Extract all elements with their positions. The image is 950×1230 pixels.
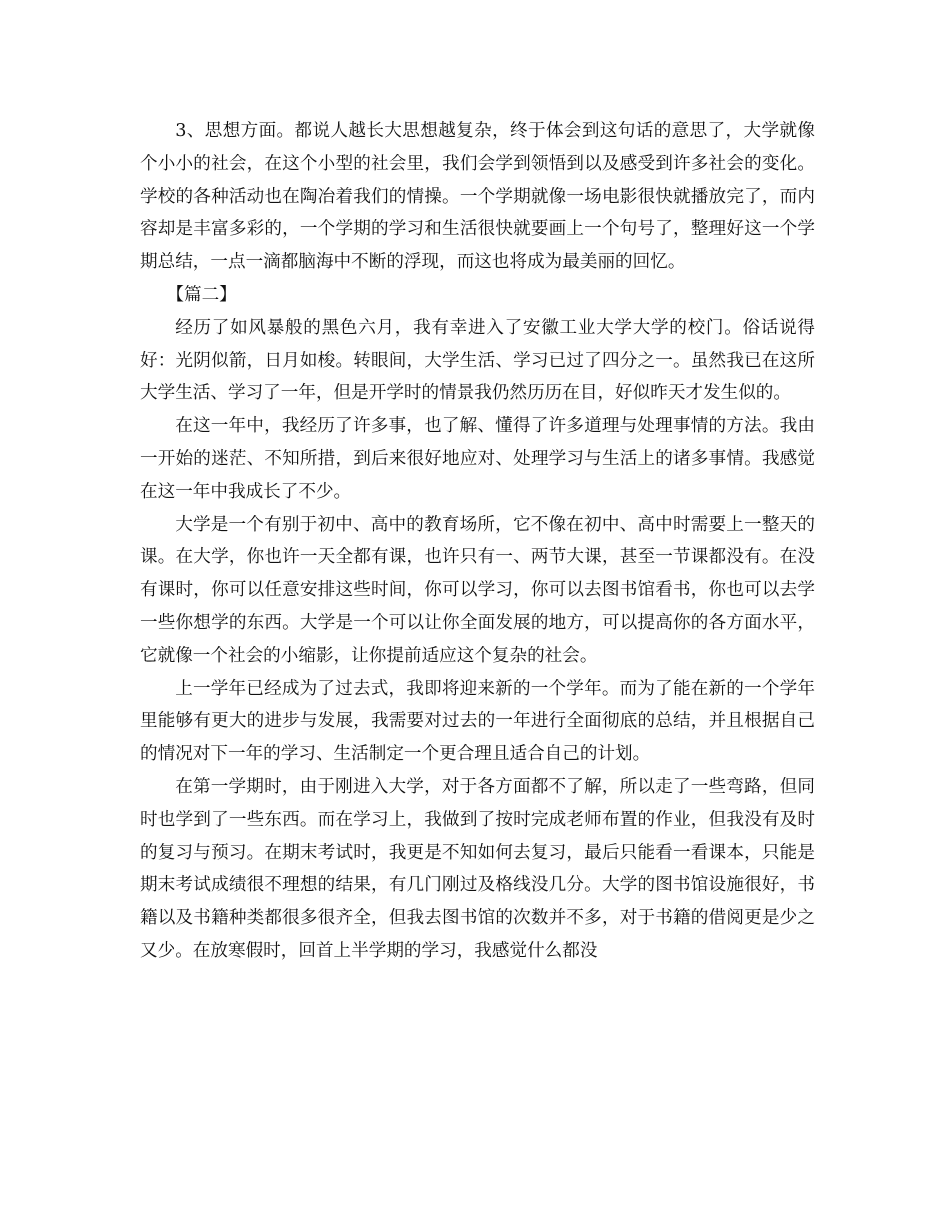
- paragraph-new-year: 上一学年已经成为了过去式，我即将迎来新的一个学年。而为了能在新的一个学年里能够有更大的进步与发展，我需要对过去的一年进行全面彻底的总结，并且根据自己的情况对下一年的学习、生活制定一个更合理且适合自己的计划。: [140, 678, 815, 765]
- paragraph-growth: 在这一年中，我经历了许多事，也了解、懂得了许多道理与处理事情的方法。我由一开始的迷茫、不知所措，到后来很好地应对、处理学习与生活上的诸多事情。我感觉在这一年中我成长了不少。: [140, 416, 815, 502]
- paragraph-first-semester: 在第一学期时，由于刚进入大学，对于各方面都不了解，所以走了一些弯路，但同时也学到了一些东西。而在学习上，我做到了按时完成老师布置的作业，但我没有及时的复习与预习。在期末考试时，我更是不知如何去复习，最后只能看一看课本，只能是期末考试成绩很不理想的结果，有几门刚过及格线没几分。大学的图书馆设施很好，书籍以及书籍种类都很多很齐全，但我去图书馆的次数并不多，对于书籍的借阅更是少之又少。在放寒假时，回首上半学期的学习，我感觉什么都没: [140, 776, 815, 961]
- document-page: [140, 115, 815, 968]
- section-heading-part-two: 【篇二】: [166, 284, 237, 305]
- paragraph-intro: 经历了如风暴般的黑色六月，我有幸进入了安徽工业大学大学的校门。俗话说得好：光阴似箭，日月如梭。转眼间，大学生活、学习已过了四分之一。虽然我已在这所大学生活、学习了一年，但是开学时的情景我仍然历历在目，好似昨天才发生似的。: [140, 317, 815, 404]
- paragraph-thoughts: 3、思想方面。都说人越长大思想越复杂，终于体会到这句话的意思了，大学就像个小小的社会，在这个小型的社会里，我们会学到领悟到以及感受到许多社会的变化。学校的各种活动也在陶冶着我们的情操。一个学期就像一场电影很快就播放完了，而内容却是丰富多彩的，一个学期的学习和生活很快就要画上一个句号了，整理好这一个学期总结，一点一滴都脑海中不断的浮现，而这也将成为最美丽的回忆。: [140, 121, 815, 273]
- paragraph-university: 大学是一个有别于初中、高中的教育场所，它不像在初中、高中时需要上一整天的课。在大学，你也许一天全都有课，也许只有一、两节大课，甚至一节课都没有。在没有课时，你可以任意安排这些时间，你可以学习，你可以去图书馆看书，你也可以去学一些你想学的东西。大学是一个可以让你全面发展的地方，可以提高你的各方面水平，它就像一个社会的小缩影，让你提前适应这个复杂的社会。: [140, 514, 815, 666]
